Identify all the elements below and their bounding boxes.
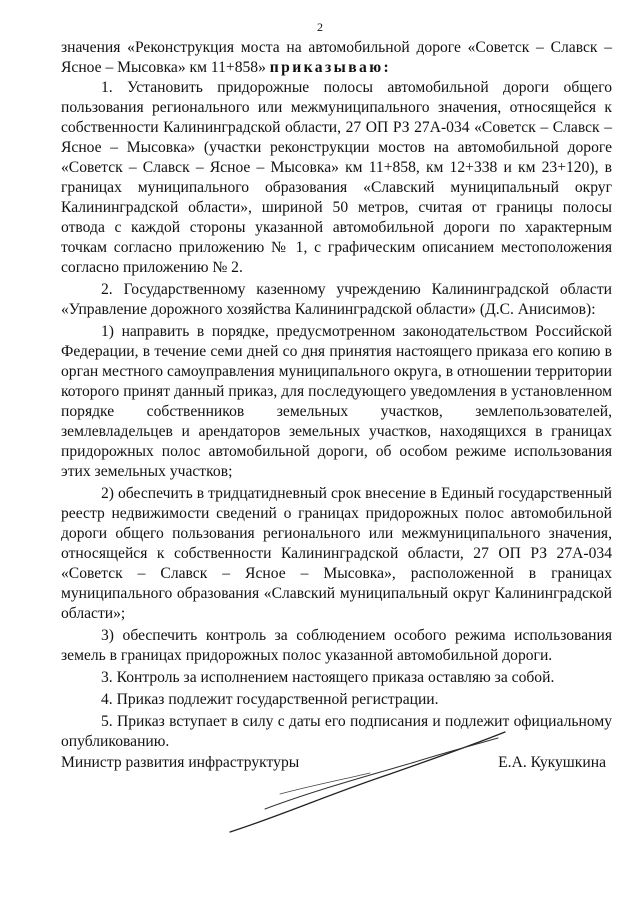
- intro-paragraph: [61, 38, 612, 78]
- item-2-1: 1) направить в порядке, предусмотренном законодательством Российской Федерации, в течение семи дней со дня принятия настоящего приказа его копию в орган местного самоуправления муниципального округа, в отношении территории которого принят данный приказ, для последующего уведомления в установленном порядке собственников земельных участков, землепользователей, землевладельцев и арендаторов земельных участков, находящихся в границах придорожных полос автомобильной дороги, об особом режиме использования этих земельных участков;: [61, 323, 612, 480]
- order-word: приказываю:: [269, 59, 392, 76]
- item-4: 4. Приказ подлежит государственной регистрации.: [101, 691, 439, 708]
- signature-stroke-3: [280, 773, 370, 794]
- signature-stroke: [230, 732, 505, 832]
- item-3: 3. Контроль за исполнением настоящего приказа оставляю за собой.: [101, 669, 555, 686]
- signer-position: Министр развития инфраструктуры: [61, 754, 300, 771]
- signature-block: [61, 754, 612, 776]
- signer-name: Е.А. Кукушкина: [498, 754, 606, 771]
- item-1: 1. Установить придорожные полосы автомобильной дороги общего пользования регионального или межмуниципального значения, относящейся к собственности Калининградской области, 27 ОП РЗ 27А-034 «Советск – Славск – Ясное – Мысовка» (участки реконструкции мостов на автомобильной дороге «Советск – Славск – Ясное – Мысовка» км 11+858, км 12+338 и км 23+120), в границах муниципального образования «Славский муниципальный округ Калининградской области», шириной 50 метров, считая от границы полосы отвода с каждой стороны указанной автомобильной дороги по характерным точкам согласно приложению № 1, с графическим описанием местоположения согласно приложению № 2.: [61, 79, 612, 276]
- item-2: 2. Государственному казенному учреждению Калининградской области «Управление дорожного хозяйства Калининградской области» (Д.С. Анисимов):: [61, 281, 612, 318]
- item-5: 5. Приказ вступает в силу с даты его подписания и подлежит официальному опубликованию.: [61, 713, 612, 750]
- page-number: 2: [317, 20, 323, 34]
- document-body: [61, 38, 612, 752]
- item-2-2: 2) обеспечить в тридцатидневный срок внесение в Единый государственный реестр недвижимости сведений о границах придорожных полос автомобильной дороги общего пользования регионального или межмуниципального значения, относящейся к собственности Калининградской области, 27 ОП РЗ 27А-034 «Советск – Славск – Ясное – Мысовка», расположенной в границах муниципального образования «Славский муниципальный округ Калининградской области»;: [61, 485, 612, 622]
- item-2-3: 3) обеспечить контроль за соблюдением особого режима использования земель в границах придорожных полос указанной автомобильной дороги.: [61, 627, 612, 664]
- intro-text: значения «Реконструкция моста на автомобильной дороге «Советск – Славск – Ясное – Мысовка» км 11+858»: [61, 39, 612, 76]
- handwritten-signature: [220, 724, 520, 844]
